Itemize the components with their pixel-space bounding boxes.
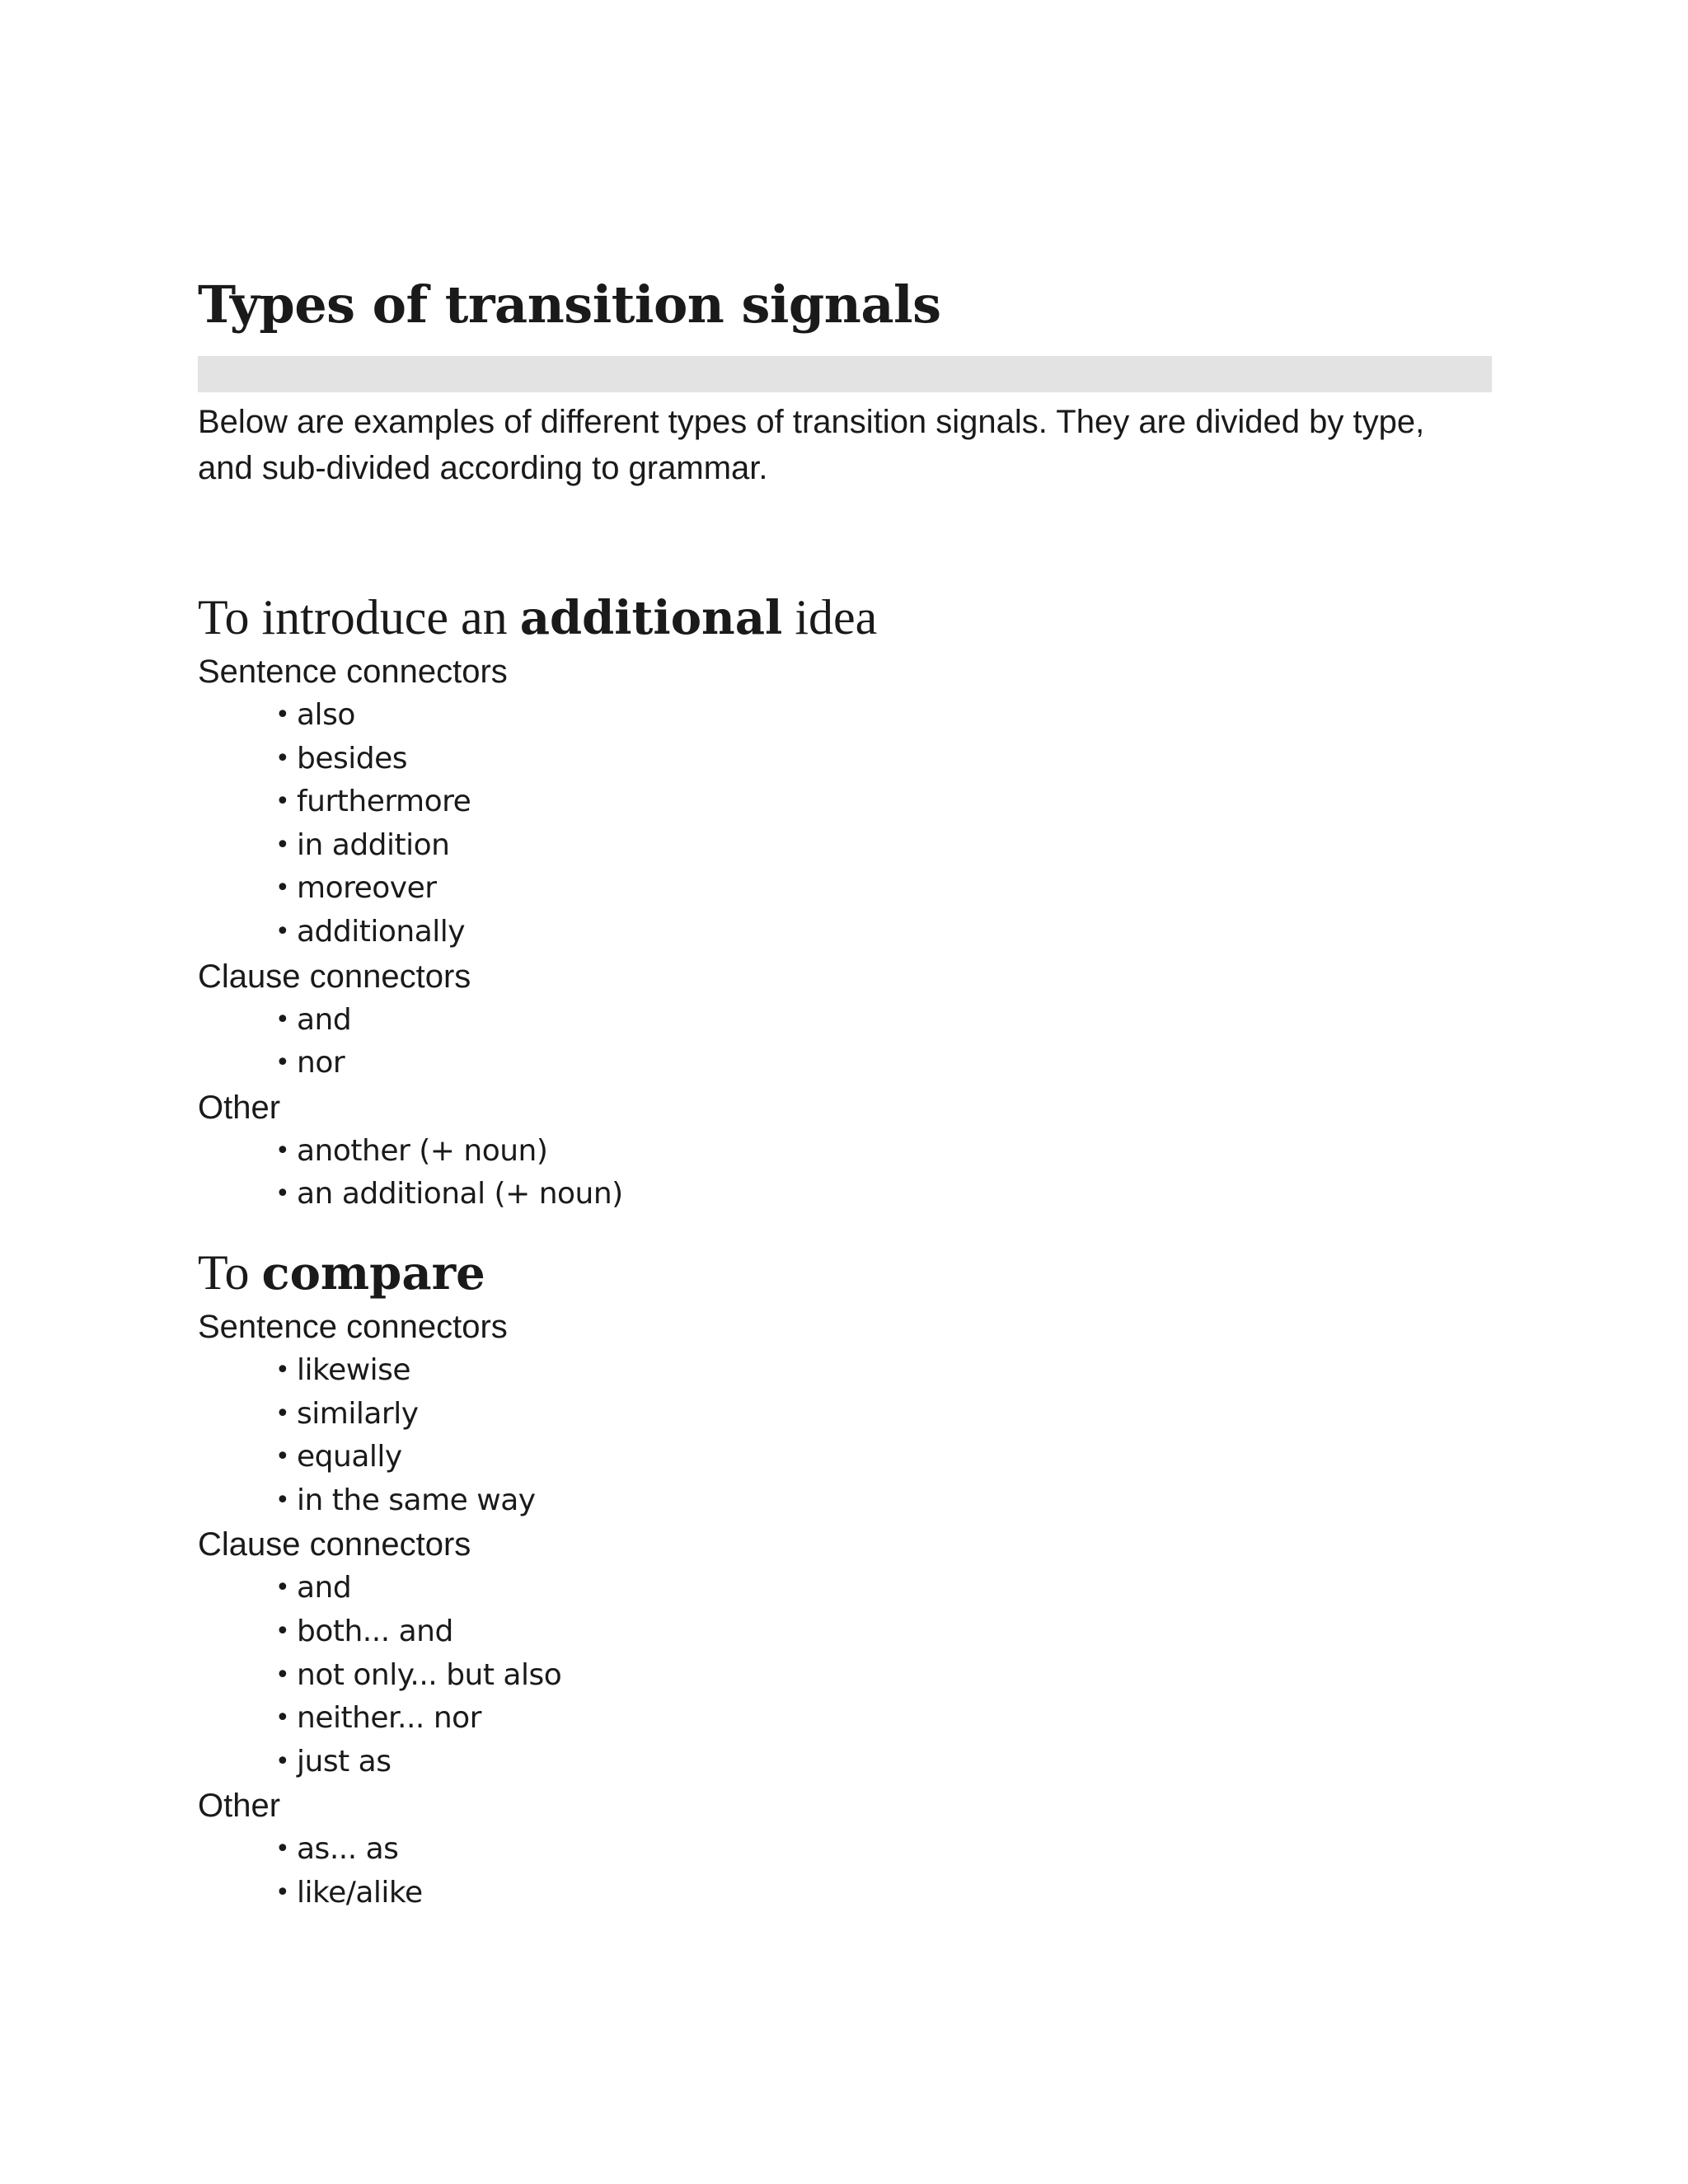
page-title: Types of transition signals <box>198 274 941 335</box>
list-item <box>274 1479 1492 1523</box>
bullet-list <box>198 1828 1492 1915</box>
bullet-icon: • <box>275 830 290 860</box>
bullet-list <box>198 999 1492 1085</box>
bullet-icon: • <box>275 1355 290 1385</box>
list-item <box>274 1436 1492 1479</box>
bullet-icon: • <box>275 1835 290 1864</box>
bullet-icon: • <box>275 916 290 946</box>
document-page <box>198 272 1492 1915</box>
group-label: Clause connectors <box>198 958 471 995</box>
bullet-icon: • <box>275 1399 290 1428</box>
list-item-text: additionally <box>297 914 466 949</box>
list-item <box>274 824 1492 868</box>
bullet-icon: • <box>275 787 290 817</box>
list-item-text: in the same way <box>297 1483 536 1517</box>
list-item-text: besides <box>297 741 408 776</box>
list-item-text: moreover <box>297 871 437 906</box>
list-item <box>274 1349 1492 1393</box>
group-label: Other <box>198 1089 281 1126</box>
list-item <box>274 694 1492 738</box>
group-label: Sentence connectors <box>198 1308 508 1345</box>
list-item-text: like/alike <box>297 1875 423 1910</box>
group-container <box>198 1305 1492 1915</box>
bullet-icon: • <box>275 1877 290 1907</box>
list-item-text: both... and <box>297 1614 453 1648</box>
intro-paragraph: Below are examples of different types of transition signals. They are divided by type, and sub-divided according to grammar. <box>198 404 1425 486</box>
list-item-text: not only... but also <box>297 1657 562 1692</box>
list-item <box>274 738 1492 781</box>
bullet-list <box>198 694 1492 954</box>
list-item-text: neither... nor <box>297 1701 481 1736</box>
heading-emphasis: additional <box>519 591 783 645</box>
list-item-text: an additional (+ noun) <box>297 1177 623 1212</box>
bullet-icon: • <box>275 1746 290 1776</box>
list-item-text: equally <box>297 1440 402 1474</box>
bullet-icon: • <box>275 1704 290 1733</box>
list-item <box>274 780 1492 824</box>
list-item <box>274 1042 1492 1085</box>
list-item <box>274 867 1492 911</box>
heading-text: To introduce an <box>198 590 520 644</box>
bullet-icon: • <box>275 874 290 903</box>
section-heading <box>198 586 1492 649</box>
list-item-text: another (+ noun) <box>297 1133 548 1168</box>
bullet-icon: • <box>275 1485 290 1515</box>
bullet-icon: • <box>275 1048 290 1078</box>
list-item <box>274 1828 1492 1872</box>
section-additional <box>198 586 1492 1216</box>
list-item <box>274 1173 1492 1216</box>
group-label: Clause connectors <box>198 1526 471 1563</box>
bullet-icon: • <box>275 701 290 729</box>
list-item-text: furthermore <box>297 785 471 819</box>
list-item <box>274 1741 1492 1784</box>
bullet-list <box>198 1130 1492 1216</box>
list-item <box>274 1872 1492 1915</box>
list-item <box>274 1567 1492 1610</box>
bullet-icon: • <box>275 1442 290 1472</box>
list-item-text: likewise <box>297 1352 411 1387</box>
list-item <box>274 911 1492 954</box>
list-item <box>274 1130 1492 1174</box>
heading-text: idea <box>782 590 878 644</box>
heading-emphasis: compare <box>261 1245 485 1301</box>
list-item <box>274 1654 1492 1698</box>
section-compare <box>198 1241 1492 1915</box>
bullet-icon: • <box>275 743 290 773</box>
list-item-text: in addition <box>297 827 450 862</box>
list-item <box>274 1697 1492 1741</box>
bullet-icon: • <box>275 1005 290 1034</box>
heading-text: To <box>198 1244 262 1300</box>
bullet-icon: • <box>275 1573 290 1603</box>
list-item-text: as... as <box>297 1832 399 1867</box>
list-item-text: nor <box>297 1046 345 1080</box>
list-item-text: similarly <box>297 1396 419 1431</box>
bullet-icon: • <box>275 1616 290 1646</box>
title-divider <box>198 356 1492 392</box>
group-label: Sentence connectors <box>198 654 508 690</box>
group-container <box>198 649 1492 1216</box>
bullet-list <box>198 1567 1492 1783</box>
group-label: Other <box>198 1788 281 1825</box>
list-item <box>274 1393 1492 1436</box>
list-item-text: and <box>297 1571 352 1605</box>
bullet-icon: • <box>275 1136 290 1165</box>
bullet-list <box>198 1349 1492 1522</box>
bullet-icon: • <box>275 1660 290 1690</box>
bullet-icon: • <box>275 1179 290 1209</box>
list-item <box>274 1610 1492 1654</box>
list-item-text: and <box>297 1002 352 1037</box>
list-item-text: also <box>297 698 355 732</box>
list-item-text: just as <box>297 1744 392 1779</box>
section-heading <box>198 1241 1492 1305</box>
list-item <box>274 999 1492 1043</box>
